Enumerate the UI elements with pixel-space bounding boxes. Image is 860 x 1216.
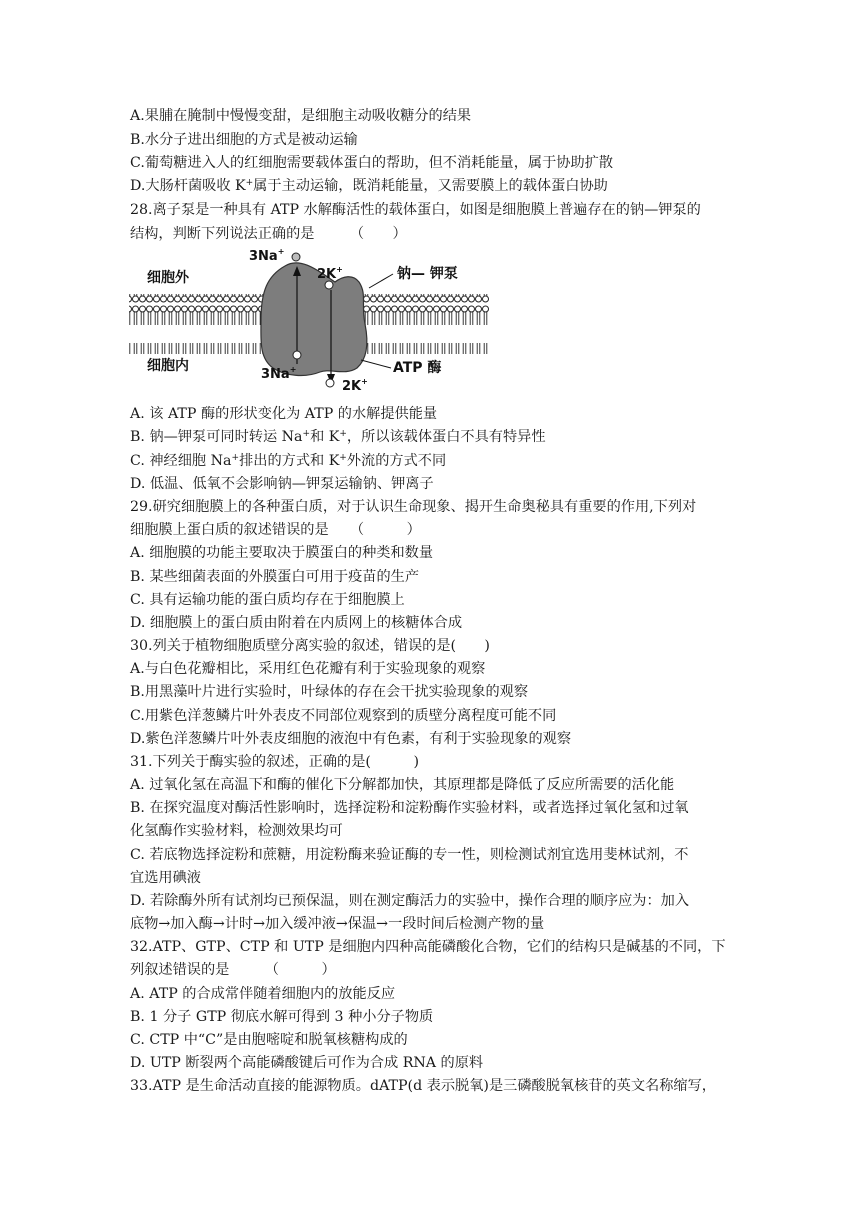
label-inside: 细胞内 [147,358,189,374]
q32-stem-line2: 列叙述错误的是 （ ） [130,962,336,978]
membrane-right [359,294,489,354]
q28-option-a: A. 该 ATP 酶的形状变化为 ATP 的水解提供能量 [130,406,438,422]
q27-option-b: B.水分子进出细胞的方式是被动运输 [130,132,358,148]
label-outside: 细胞外 [147,270,189,286]
q31-option-a: A. 过氧化氢在高温下和酶的催化下分解都加快，其原理都是降低了反应所需要的活化能 [130,777,675,793]
q30-option-a: A.与白色花瓣相比，采用红色花瓣有利于实验现象的观察 [130,661,486,677]
q29-option-b: B. 某些细菌表面的外膜蛋白可用于疫苗的生产 [130,569,420,585]
q31-option-c-line1: C. 若底物选择淀粉和蔗糖，用淀粉酶来验证酶的专一性，则检测试剂宜选用斐林试剂，不 [130,847,689,863]
q31-stem: 31.下列关于酶实验的叙述，正确的是( ) [130,754,420,770]
q29-option-a: A. 细胞膜的功能主要取决于膜蛋白的种类和数量 [130,545,434,561]
label-na-top: 3Na+ [249,247,285,264]
q32-option-b: B. 1 分子 GTP 彻底水解可得到 3 种小分子物质 [130,1009,434,1025]
q33-stem-line1: 33.ATP 是生命活动直接的能源物质。dATP(d 表示脱氧)是三磷酸脱氧核苷的英文名称缩写， [130,1078,716,1094]
q29-option-d: D. 细胞膜上的蛋白质由附着在内质网上的核糖体合成 [130,615,463,631]
q32-option-a: A. ATP 的合成常伴随着细胞内的放能反应 [130,986,396,1002]
q30-option-b: B.用黑藻叶片进行实验时，叶绿体的存在会干扰实验现象的观察 [130,684,529,700]
q28-stem-line2: 结构，判断下列说法正确的是 （ ） [130,226,407,242]
q31-option-d-line1: D. 若除酶外所有试剂均已预保温，则在测定酶活力的实验中，操作合理的顺序应为：加入 [130,893,690,909]
q32-option-c: C. CTP 中“C”是由胞嘧啶和脱氧核糖构成的 [130,1032,408,1048]
q31-option-b-line2: 化氢酶作实验材料，检测效果均可 [130,823,343,839]
k-ion-bottom [326,379,334,387]
na-ion-bottom [293,351,301,359]
label-k-top: 2K+ [317,265,343,282]
label-k-bottom: 2K+ [342,377,368,394]
q31-option-c-line2: 宜选用碘液 [130,870,201,886]
q27-option-c: C.葡萄糖进入人的红细胞需要载体蛋白的帮助，但不消耗能量，属于协助扩散 [130,155,614,171]
label-atpase: ATP 酶 [393,360,442,376]
q28-option-c: C. 神经细胞 Na+排出的方式和 K+外流的方式不同 [130,453,447,469]
q27-option-d: D.大肠杆菌吸收 K+属于主动运输，既消耗能量，又需要膜上的载体蛋白协助 [130,178,608,194]
q32-option-d: D. UTP 断裂两个高能磷酸键后可作为合成 RNA 的原料 [130,1055,484,1071]
na-ion-top [292,253,300,261]
q28-stem-line1: 28.离子泵是一种具有 ATP 水解酶活性的载体蛋白，如图是细胞膜上普遍存在的钠—钾泵的 [130,202,701,218]
pump-protein [261,263,367,376]
q29-stem-line2: 细胞膜上蛋白质的叙述错误的是 （ ） [130,522,421,538]
label-pump: 钠— 钾泵 [397,266,458,282]
q30-option-c: C.用紫色洋葱鳞片叶外表皮不同部位观察到的质壁分离程度可能不同 [130,708,557,724]
q29-stem-line1: 29.研究细胞膜上的各种蛋白质，对于认识生命现象、揭开生命奥秘具有重要的作用,下列对 [130,499,697,515]
label-na-bottom: 3Na+ [261,365,297,382]
q28-option-b: B. 钠—钾泵可同时转运 Na+和 K+，所以该载体蛋白不具有特异性 [130,429,546,445]
sodium-potassium-pump-figure [125,244,495,394]
q30-option-d: D.紫色洋葱鳞片叶外表皮细胞的液泡中有色素，有利于实验现象的观察 [130,731,572,747]
k-ion-top [325,281,333,289]
q29-option-c: C. 具有运输功能的蛋白质均存在于细胞膜上 [130,592,405,608]
q32-stem-line1: 32.ATP、GTP、CTP 和 UTP 是细胞内四种高能磷酸化合物，它们的结构只是碱基的不同，下 [130,939,726,955]
membrane-left [129,294,265,354]
q31-option-b-line1: B. 在探究温度对酶活性影响时，选择淀粉和淀粉酶作实验材料，或者选择过氧化氢和过氧 [130,800,689,816]
q27-option-a: A.果脯在腌制中慢慢变甜，是细胞主动吸收糖分的结果 [130,108,472,124]
q30-stem: 30.列关于植物细胞质壁分离实验的叙述，错误的是( ) [130,638,490,654]
q28-option-d: D. 低温、低氧不会影响钠—钾泵运输钠、钾离子 [130,476,434,492]
q31-option-d-line2: 底物→加入酶→计时→加入缓冲液→保温→一段时间后检测产物的量 [130,916,545,932]
